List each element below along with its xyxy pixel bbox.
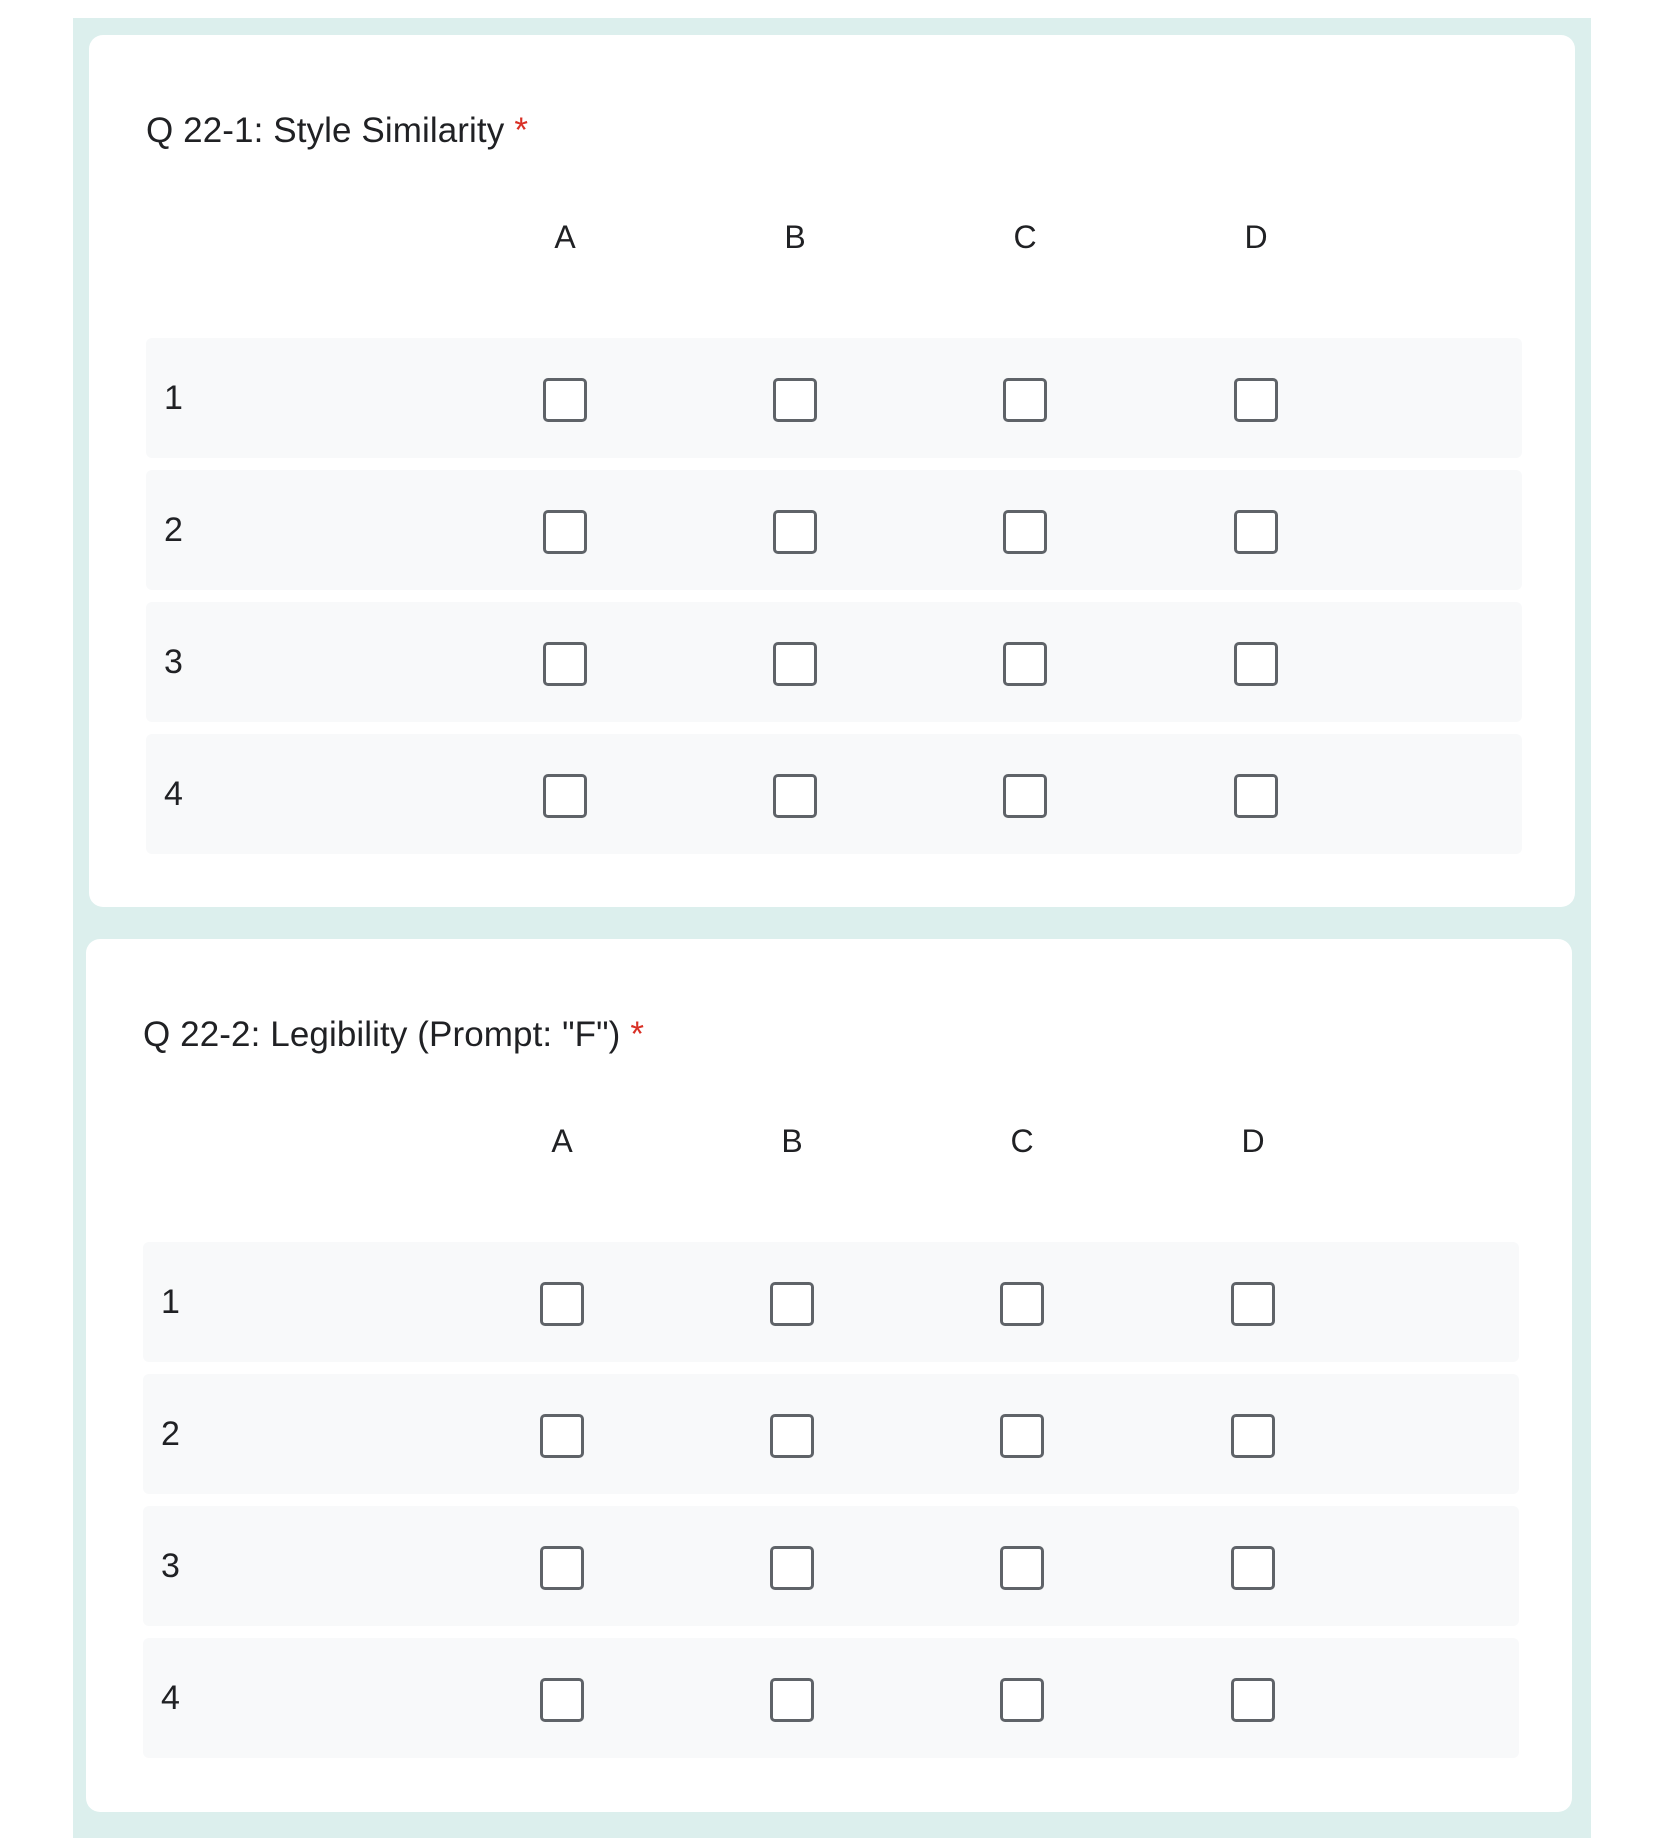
- checkbox-row-1-col-b[interactable]: [773, 378, 817, 422]
- grid-row-4: [146, 734, 1522, 854]
- form-background: [73, 18, 1591, 1838]
- checkbox-row-1-col-a[interactable]: [540, 1282, 584, 1326]
- column-header-c: C: [1013, 219, 1037, 255]
- checkbox-row-4-col-c[interactable]: [1000, 1678, 1044, 1722]
- grid-row-2: [143, 1374, 1519, 1494]
- checkbox-row-1-col-c[interactable]: [1003, 378, 1047, 422]
- column-header-b: B: [784, 219, 806, 255]
- column-header-a: A: [551, 1123, 573, 1159]
- checkbox-row-2-col-c[interactable]: [1003, 510, 1047, 554]
- checkbox-row-1-col-a[interactable]: [543, 378, 587, 422]
- column-header-d: D: [1241, 1123, 1265, 1159]
- checkbox-row-4-col-b[interactable]: [773, 774, 817, 818]
- checkbox-row-2-col-a[interactable]: [540, 1414, 584, 1458]
- row-label: 3: [164, 643, 183, 681]
- checkbox-row-4-col-c[interactable]: [1003, 774, 1047, 818]
- required-asterisk: *: [514, 111, 529, 150]
- column-header-row: [143, 1124, 1519, 1242]
- column-header-row: [146, 220, 1522, 338]
- row-label: 1: [161, 1283, 180, 1321]
- checkbox-row-4-col-a[interactable]: [543, 774, 587, 818]
- checkbox-row-3-col-d[interactable]: [1231, 1546, 1275, 1590]
- checkbox-row-3-col-c[interactable]: [1000, 1546, 1044, 1590]
- checkbox-row-4-col-d[interactable]: [1234, 774, 1278, 818]
- checkbox-row-4-col-d[interactable]: [1231, 1678, 1275, 1722]
- checkbox-row-1-col-d[interactable]: [1231, 1282, 1275, 1326]
- grid-row-1: [143, 1242, 1519, 1362]
- grid-row-1: [146, 338, 1522, 458]
- checkbox-row-4-col-b[interactable]: [770, 1678, 814, 1722]
- checkbox-grid: [143, 1124, 1519, 1770]
- question-card-style-similarity: [89, 35, 1575, 907]
- grid-row-3: [143, 1506, 1519, 1626]
- checkbox-row-1-col-c[interactable]: [1000, 1282, 1044, 1326]
- checkbox-row-3-col-b[interactable]: [773, 642, 817, 686]
- question-title-text: Q 22-2: Legibility (Prompt: "F"): [143, 1015, 621, 1054]
- question-title-text: Q 22-1: Style Similarity: [146, 111, 505, 150]
- row-label: 4: [164, 775, 183, 813]
- checkbox-row-2-col-c[interactable]: [1000, 1414, 1044, 1458]
- row-label: 3: [161, 1547, 180, 1585]
- question-title: [146, 111, 528, 151]
- column-header-b: B: [781, 1123, 803, 1159]
- checkbox-row-3-col-a[interactable]: [543, 642, 587, 686]
- grid-row-2: [146, 470, 1522, 590]
- checkbox-row-2-col-d[interactable]: [1231, 1414, 1275, 1458]
- checkbox-row-2-col-d[interactable]: [1234, 510, 1278, 554]
- checkbox-row-3-col-a[interactable]: [540, 1546, 584, 1590]
- row-label: 1: [164, 379, 183, 417]
- checkbox-row-4-col-a[interactable]: [540, 1678, 584, 1722]
- column-header-a: A: [554, 219, 576, 255]
- question-title: [143, 1015, 644, 1055]
- checkbox-row-1-col-d[interactable]: [1234, 378, 1278, 422]
- row-label: 2: [161, 1415, 180, 1453]
- grid-row-3: [146, 602, 1522, 722]
- row-label: 2: [164, 511, 183, 549]
- checkbox-row-3-col-c[interactable]: [1003, 642, 1047, 686]
- checkbox-row-1-col-b[interactable]: [770, 1282, 814, 1326]
- column-header-c: C: [1010, 1123, 1034, 1159]
- required-asterisk: *: [630, 1015, 645, 1054]
- checkbox-grid: [146, 220, 1522, 866]
- question-card-legibility: [86, 939, 1572, 1812]
- grid-row-4: [143, 1638, 1519, 1758]
- checkbox-row-3-col-b[interactable]: [770, 1546, 814, 1590]
- row-label: 4: [161, 1679, 180, 1717]
- checkbox-row-3-col-d[interactable]: [1234, 642, 1278, 686]
- column-header-d: D: [1244, 219, 1268, 255]
- checkbox-row-2-col-b[interactable]: [773, 510, 817, 554]
- checkbox-row-2-col-a[interactable]: [543, 510, 587, 554]
- checkbox-row-2-col-b[interactable]: [770, 1414, 814, 1458]
